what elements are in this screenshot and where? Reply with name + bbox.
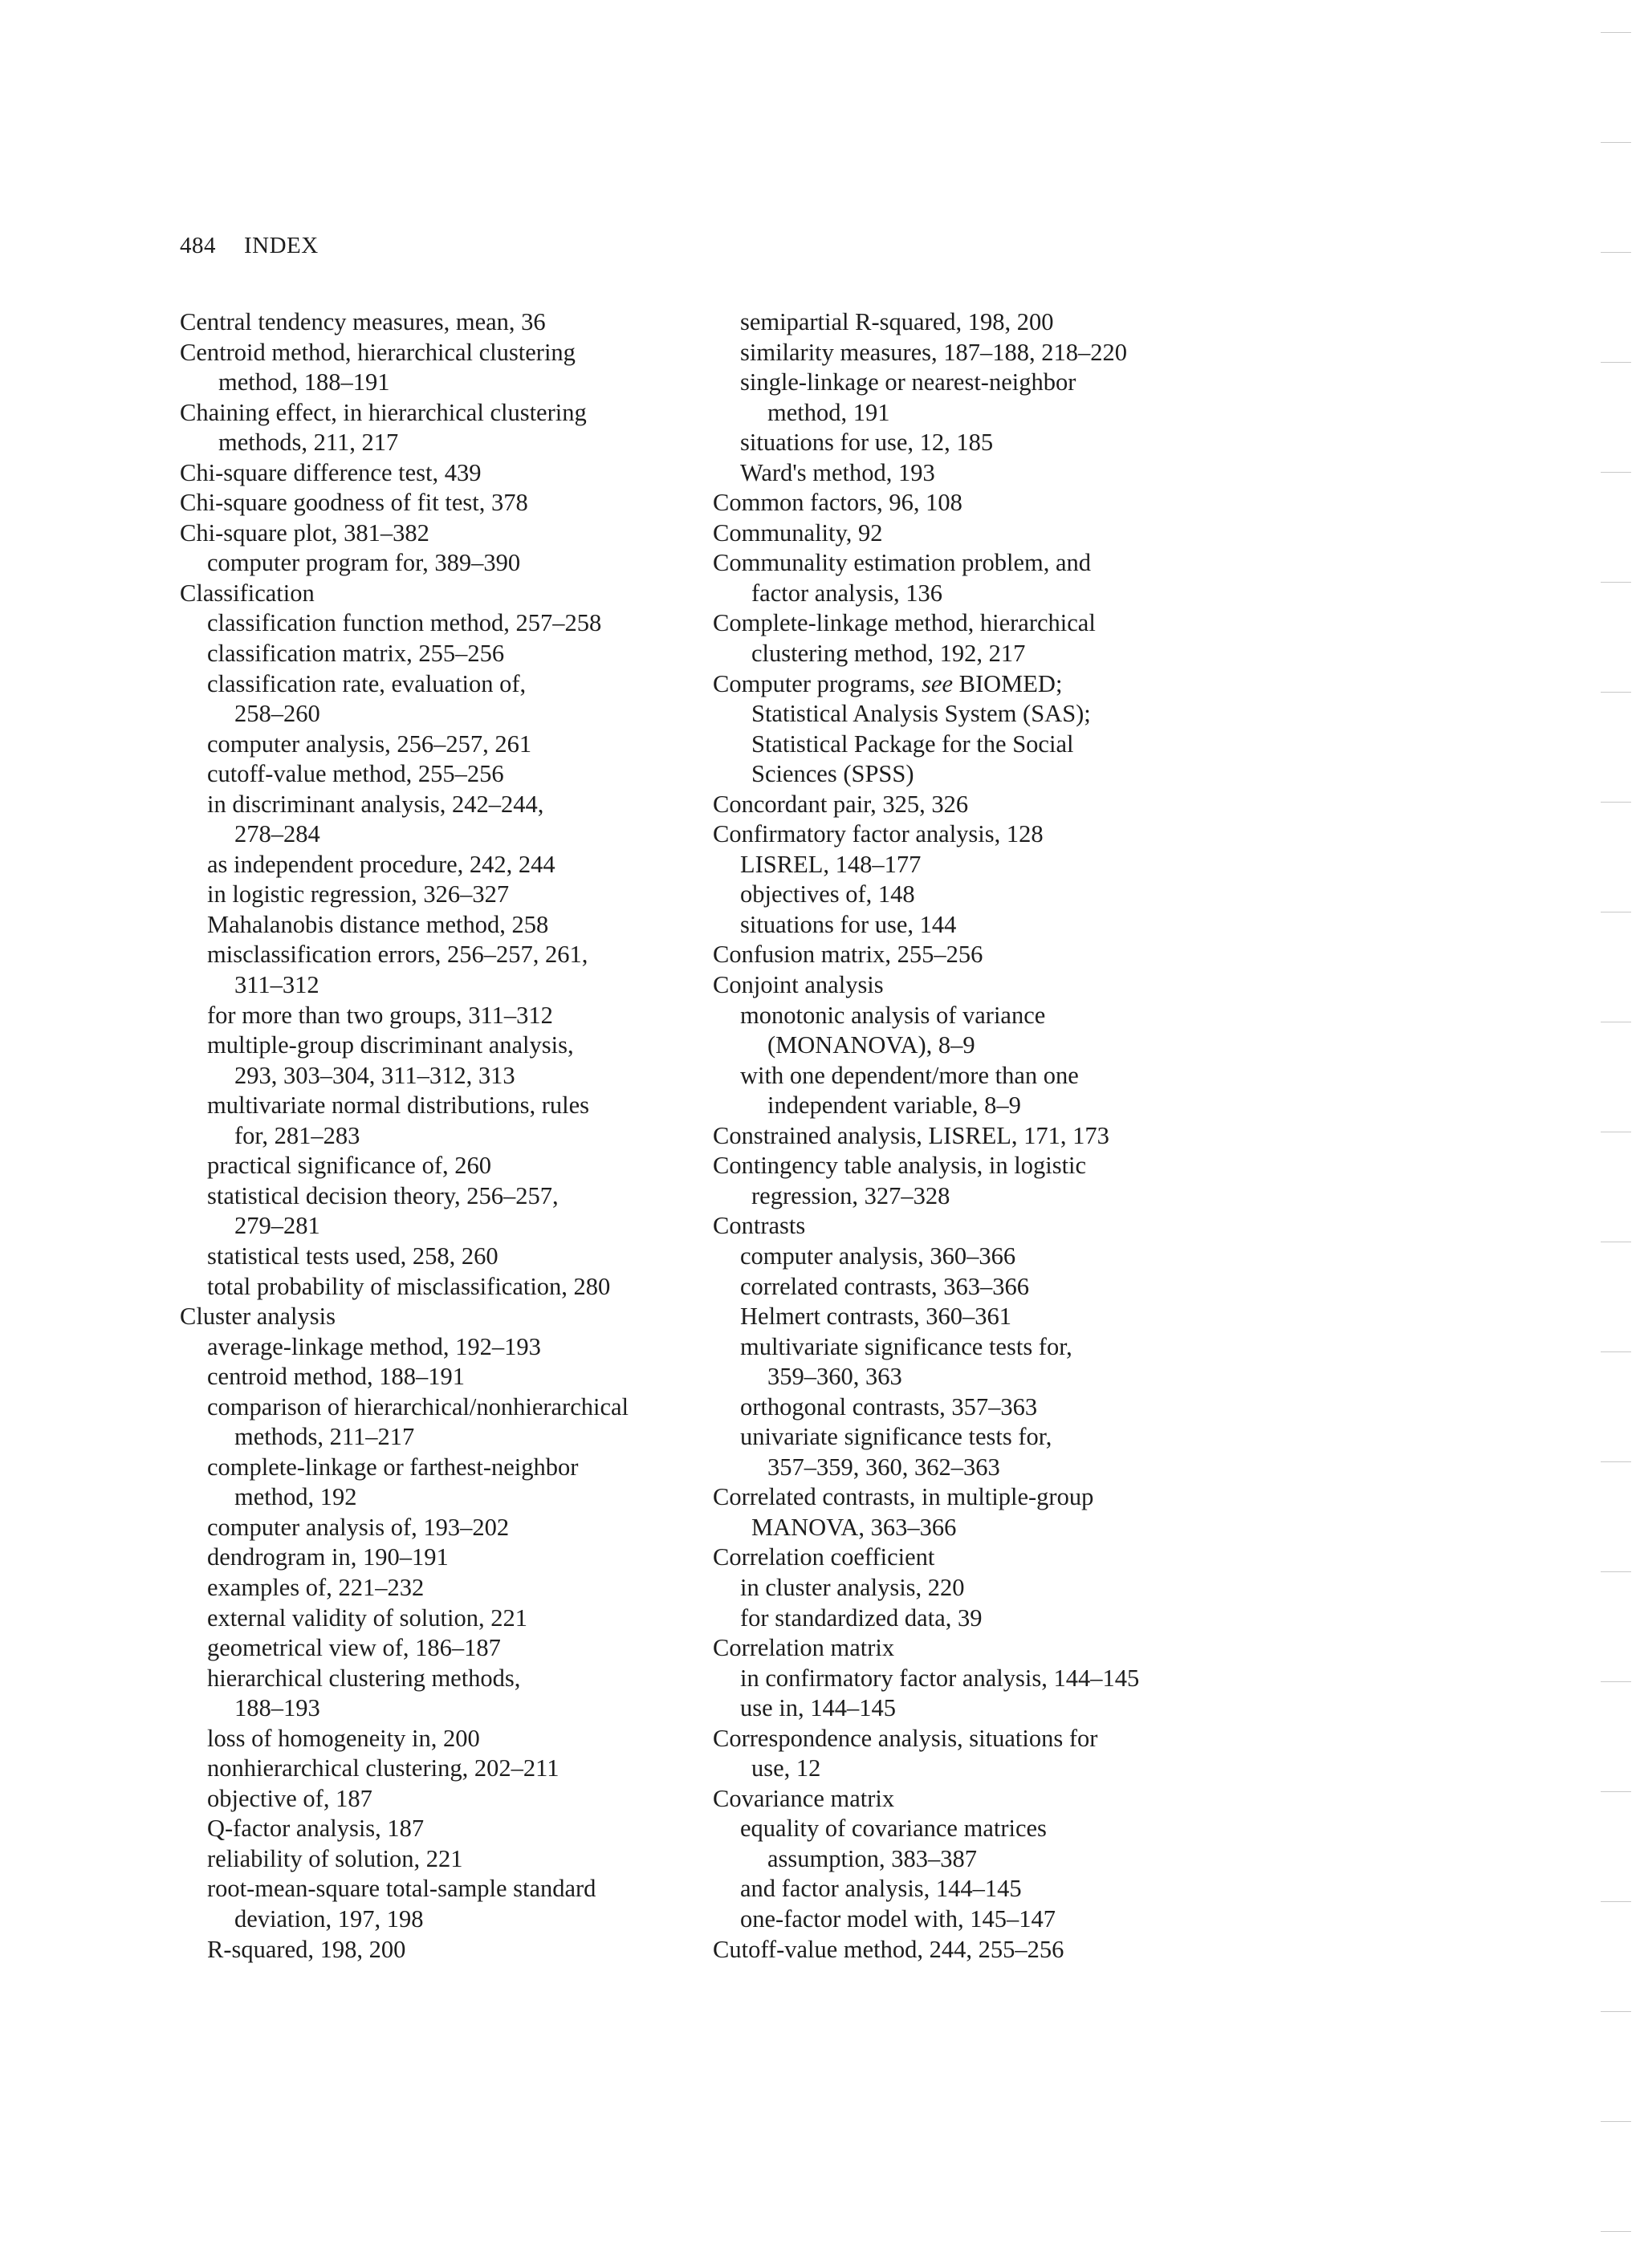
entry-continuation: 279–281 xyxy=(234,1212,320,1240)
index-entry xyxy=(713,1211,1211,1242)
entry-text: computer analysis, 360–366 xyxy=(740,1242,1016,1270)
index-subentry xyxy=(180,608,702,639)
index-entry xyxy=(180,398,702,458)
index-entry xyxy=(713,790,1211,820)
entry-text: average-linkage method, 192–193 xyxy=(207,1332,541,1360)
entry-text: Complete-linkage method, hierarchical xyxy=(713,609,1096,637)
entry-text: Correlated contrasts, in multiple-group xyxy=(713,1483,1094,1511)
entry-text: LISREL, 148–177 xyxy=(740,850,922,878)
index-subentry xyxy=(180,1362,702,1392)
entry-continuation: 188–193 xyxy=(234,1694,320,1722)
entry-continuation: clustering method, 192, 217 xyxy=(751,640,1026,668)
margin-tick xyxy=(1601,1351,1631,1352)
margin-tick xyxy=(1601,1461,1631,1462)
margin-tick xyxy=(1601,692,1631,693)
entry-continuation: 359–360, 363 xyxy=(767,1363,902,1391)
entry-text: practical significance of, 260 xyxy=(207,1152,491,1180)
index-subentry xyxy=(180,1603,702,1634)
index-subentry xyxy=(180,1784,702,1815)
margin-tick xyxy=(1601,362,1631,363)
entry-text: external validity of solution, 221 xyxy=(207,1603,527,1632)
entry-text: root-mean-square total-sample standard xyxy=(207,1875,596,1903)
index-entry xyxy=(713,1935,1211,1965)
margin-tick xyxy=(1601,2231,1631,2232)
entry-text: in cluster analysis, 220 xyxy=(740,1573,965,1601)
entry-text: Communality, 92 xyxy=(713,518,883,547)
margin-tick xyxy=(1601,142,1631,143)
entry-text: classification rate, evaluation of, xyxy=(207,669,527,697)
margin-tick xyxy=(1601,32,1631,33)
index-entry xyxy=(713,1784,1211,1815)
entry-text: objective of, 187 xyxy=(207,1784,372,1812)
entry-text: situations for use, 144 xyxy=(740,910,957,938)
header-title: INDEX xyxy=(244,233,319,258)
entry-text: for standardized data, 39 xyxy=(740,1603,983,1632)
index-entry xyxy=(713,488,1211,518)
index-subentry xyxy=(180,669,702,730)
entry-continuation: factor analysis, 136 xyxy=(751,579,942,607)
entry-text: semipartial R-squared, 198, 200 xyxy=(740,308,1054,335)
index-subentry xyxy=(180,1573,702,1603)
index-subentry xyxy=(180,1091,702,1151)
entry-text: for more than two groups, 311–312 xyxy=(207,1001,553,1029)
margin-tick-marks xyxy=(1588,0,1644,2268)
entry-continuation: 293, 303–304, 311–312, 313 xyxy=(234,1061,515,1089)
entry-text: in logistic regression, 326–327 xyxy=(207,880,510,908)
entry-text: computer analysis of, 193–202 xyxy=(207,1513,510,1541)
index-subentry xyxy=(180,790,702,850)
entry-text: comparison of hierarchical/nonhierarchical xyxy=(207,1392,629,1421)
entry-text: statistical decision theory, 256–257, xyxy=(207,1181,559,1209)
index-subentry xyxy=(713,1302,1211,1332)
index-subentry xyxy=(180,1664,702,1724)
entry-continuation: assumption, 383–387 xyxy=(767,1844,977,1872)
entry-text: monotonic analysis of variance xyxy=(740,1001,1046,1029)
entry-text: hierarchical clustering methods, xyxy=(207,1664,521,1692)
index-entry xyxy=(180,307,702,338)
entry-text: classification matrix, 255–256 xyxy=(207,640,505,668)
index-subentry xyxy=(180,880,702,910)
entry-text: and factor analysis, 144–145 xyxy=(740,1875,1022,1903)
margin-tick xyxy=(1601,252,1631,253)
entry-text: Chaining effect, in hierarchical clustering xyxy=(180,398,587,426)
index-subentry xyxy=(713,880,1211,910)
entry-text: Computer programs, see BIOMED; xyxy=(713,669,1063,697)
index-subentry xyxy=(180,1181,702,1242)
index-entry xyxy=(180,458,702,489)
index-subentry xyxy=(713,1664,1211,1694)
entry-text: multivariate normal distributions, rules xyxy=(207,1091,590,1120)
entry-text: total probability of misclassification, 280 xyxy=(207,1272,611,1300)
entry-continuation: Statistical Analysis System (SAS); xyxy=(751,700,1091,728)
entry-continuation: method, 192 xyxy=(234,1483,357,1511)
entry-continuation: (MONANOVA), 8–9 xyxy=(767,1031,975,1059)
index-subentry xyxy=(180,1242,702,1272)
index-entry xyxy=(180,488,702,518)
index-entry xyxy=(713,1482,1211,1542)
index-subentry xyxy=(713,1693,1211,1724)
index-subentry xyxy=(180,1633,702,1664)
index-entry xyxy=(713,518,1211,549)
entry-continuation: method, 191 xyxy=(767,398,890,426)
entry-text: misclassification errors, 256–257, 261, xyxy=(207,941,588,969)
entry-text: Conjoint analysis xyxy=(713,971,884,999)
index-subentry xyxy=(713,368,1211,428)
entry-text: Communality estimation problem, and xyxy=(713,549,1091,577)
entry-text: Q-factor analysis, 187 xyxy=(207,1815,425,1843)
entry-text: Helmert contrasts, 360–361 xyxy=(740,1303,1011,1331)
entry-text: univariate significance tests for, xyxy=(740,1423,1052,1451)
index-subentry xyxy=(180,1392,702,1453)
index-subentry xyxy=(180,1844,702,1875)
index-subentry xyxy=(713,307,1211,338)
page-number: 484 xyxy=(180,233,216,258)
index-subentry xyxy=(713,850,1211,880)
index-subentry xyxy=(180,1151,702,1181)
entry-text: Concordant pair, 325, 326 xyxy=(713,790,969,818)
margin-tick xyxy=(1601,2121,1631,2122)
entry-text: correlated contrasts, 363–366 xyxy=(740,1272,1029,1300)
entry-text: R-squared, 198, 200 xyxy=(207,1935,406,1963)
index-subentry xyxy=(713,338,1211,368)
entry-text: complete-linkage or farthest-neighbor xyxy=(207,1453,579,1481)
entry-text: computer analysis, 256–257, 261 xyxy=(207,730,532,758)
entry-text: multivariate significance tests for, xyxy=(740,1332,1072,1360)
index-subentry xyxy=(180,1724,702,1754)
index-column-right xyxy=(713,307,1211,1965)
entry-text: single-linkage or nearest-neighbor xyxy=(740,368,1076,396)
index-subentry xyxy=(180,850,702,880)
index-entry xyxy=(713,1542,1211,1573)
entry-text: examples of, 221–232 xyxy=(207,1573,425,1601)
index-entry xyxy=(180,518,702,549)
margin-tick xyxy=(1601,1901,1631,1902)
entry-text: centroid method, 188–191 xyxy=(207,1363,466,1391)
entry-text: Central tendency measures, mean, 36 xyxy=(180,308,546,335)
index-subentry xyxy=(713,1242,1211,1272)
index-subentry xyxy=(713,1904,1211,1935)
index-subentry xyxy=(180,548,702,579)
entry-continuation: methods, 211, 217 xyxy=(218,429,399,457)
index-column-left xyxy=(180,307,702,1965)
entry-continuation: method, 188–191 xyxy=(218,368,390,396)
margin-tick xyxy=(1601,1791,1631,1792)
entry-text: Confusion matrix, 255–256 xyxy=(713,941,983,969)
index-subentry xyxy=(713,1603,1211,1634)
index-subentry xyxy=(180,1935,702,1965)
entry-text: in discriminant analysis, 242–244, xyxy=(207,790,544,818)
entry-continuation: 278–284 xyxy=(234,820,320,848)
entry-text: Classification xyxy=(180,579,315,607)
index-subentry xyxy=(180,1001,702,1031)
entry-text: Contrasts xyxy=(713,1212,806,1240)
entry-text: Correlation matrix xyxy=(713,1634,895,1662)
entry-text: cutoff-value method, 255–256 xyxy=(207,760,504,788)
index-entry xyxy=(713,970,1211,1001)
index-entry xyxy=(713,548,1211,608)
entry-text: nonhierarchical clustering, 202–211 xyxy=(207,1754,560,1782)
index-subentry xyxy=(713,1392,1211,1423)
index-entry xyxy=(713,819,1211,850)
entry-text: loss of homogeneity in, 200 xyxy=(207,1724,480,1752)
index-subentry xyxy=(180,910,702,941)
index-subentry xyxy=(713,1814,1211,1874)
entry-text: Covariance matrix xyxy=(713,1784,895,1812)
entry-text: similarity measures, 187–188, 218–220 xyxy=(740,338,1128,366)
entry-continuation: Sciences (SPSS) xyxy=(751,760,914,788)
entry-text: Chi-square difference test, 439 xyxy=(180,458,482,486)
entry-text: Chi-square plot, 381–382 xyxy=(180,518,429,547)
index-entry xyxy=(713,940,1211,970)
entry-continuation: 258–260 xyxy=(234,700,320,728)
entry-text: Ward's method, 193 xyxy=(740,458,935,486)
margin-tick xyxy=(1601,472,1631,473)
index-subentry xyxy=(713,1874,1211,1904)
entry-continuation: 311–312 xyxy=(234,971,319,999)
margin-tick xyxy=(1601,2011,1631,2012)
index-subentry xyxy=(180,759,702,790)
index-entry xyxy=(180,338,702,398)
index-subentry xyxy=(180,1272,702,1303)
entry-text: Centroid method, hierarchical clustering xyxy=(180,338,576,366)
index-entry xyxy=(713,669,1211,790)
entry-text: Correlation coefficient xyxy=(713,1543,935,1571)
index-subentry xyxy=(713,1272,1211,1303)
entry-continuation: use, 12 xyxy=(751,1754,821,1782)
entry-text: statistical tests used, 258, 260 xyxy=(207,1242,498,1270)
index-entry xyxy=(713,1151,1211,1211)
entry-text: orthogonal contrasts, 357–363 xyxy=(740,1392,1038,1421)
entry-text: use in, 144–145 xyxy=(740,1694,897,1722)
index-subentry xyxy=(713,428,1211,458)
entry-text: Cluster analysis xyxy=(180,1303,336,1331)
entry-continuation: 357–359, 360, 362–363 xyxy=(767,1453,1000,1481)
index-entry xyxy=(713,1633,1211,1664)
index-subentry xyxy=(180,639,702,669)
entry-continuation: deviation, 197, 198 xyxy=(234,1904,424,1933)
index-subentry xyxy=(713,1573,1211,1603)
entry-text: in confirmatory factor analysis, 144–145 xyxy=(740,1664,1140,1692)
entry-text: equality of covariance matrices xyxy=(740,1815,1047,1843)
entry-text: as independent procedure, 242, 244 xyxy=(207,850,555,878)
index-entry xyxy=(713,608,1211,669)
entry-text: reliability of solution, 221 xyxy=(207,1844,463,1872)
entry-text: objectives of, 148 xyxy=(740,880,915,908)
index-subentry xyxy=(180,730,702,760)
entry-text: Contingency table analysis, in logistic xyxy=(713,1152,1087,1180)
margin-tick xyxy=(1601,802,1631,803)
entry-text: situations for use, 12, 185 xyxy=(740,429,994,457)
index-subentry xyxy=(713,458,1211,489)
margin-tick xyxy=(1601,1571,1631,1572)
entry-text: with one dependent/more than one xyxy=(740,1061,1079,1089)
entry-text: multiple-group discriminant analysis, xyxy=(207,1031,574,1059)
index-subentry xyxy=(180,1874,702,1934)
index-subentry xyxy=(713,1422,1211,1482)
index-subentry xyxy=(713,910,1211,941)
entry-continuation: independent variable, 8–9 xyxy=(767,1091,1021,1120)
margin-tick xyxy=(1601,1681,1631,1682)
entry-text: Confirmatory factor analysis, 128 xyxy=(713,820,1044,848)
index-subentry xyxy=(180,1814,702,1844)
entry-text: Constrained analysis, LISREL, 171, 173 xyxy=(713,1121,1109,1149)
index-subentry xyxy=(180,1332,702,1363)
index-entry xyxy=(713,1121,1211,1152)
index-entry xyxy=(180,579,702,609)
entry-text: Common factors, 96, 108 xyxy=(713,489,962,517)
entry-text: Mahalanobis distance method, 258 xyxy=(207,910,549,938)
index-subentry xyxy=(180,1513,702,1543)
index-subentry xyxy=(713,1061,1211,1121)
entry-text: geometrical view of, 186–187 xyxy=(207,1634,501,1662)
index-subentry xyxy=(180,1542,702,1573)
index-subentry xyxy=(180,940,702,1000)
index-entry xyxy=(180,1302,702,1332)
entry-text: Chi-square goodness of fit test, 378 xyxy=(180,489,528,517)
entry-continuation: methods, 211–217 xyxy=(234,1423,415,1451)
entry-continuation: MANOVA, 363–366 xyxy=(751,1513,957,1541)
index-subentry xyxy=(713,1332,1211,1392)
entry-text: Cutoff-value method, 244, 255–256 xyxy=(713,1935,1064,1963)
index-entry xyxy=(713,1724,1211,1784)
margin-tick xyxy=(1601,582,1631,583)
entry-continuation: regression, 327–328 xyxy=(751,1181,950,1209)
index-subentry xyxy=(713,1001,1211,1061)
entry-text: one-factor model with, 145–147 xyxy=(740,1904,1056,1933)
entry-text: dendrogram in, 190–191 xyxy=(207,1543,449,1571)
entry-text: Correspondence analysis, situations for xyxy=(713,1724,1098,1752)
running-header xyxy=(180,233,319,259)
entry-continuation: Statistical Package for the Social xyxy=(751,730,1074,758)
entry-text: classification function method, 257–258 xyxy=(207,609,602,637)
entry-continuation: for, 281–283 xyxy=(234,1121,360,1149)
index-subentry xyxy=(180,1030,702,1091)
entry-text: computer program for, 389–390 xyxy=(207,549,521,577)
index-subentry xyxy=(180,1453,702,1513)
index-subentry xyxy=(180,1754,702,1784)
